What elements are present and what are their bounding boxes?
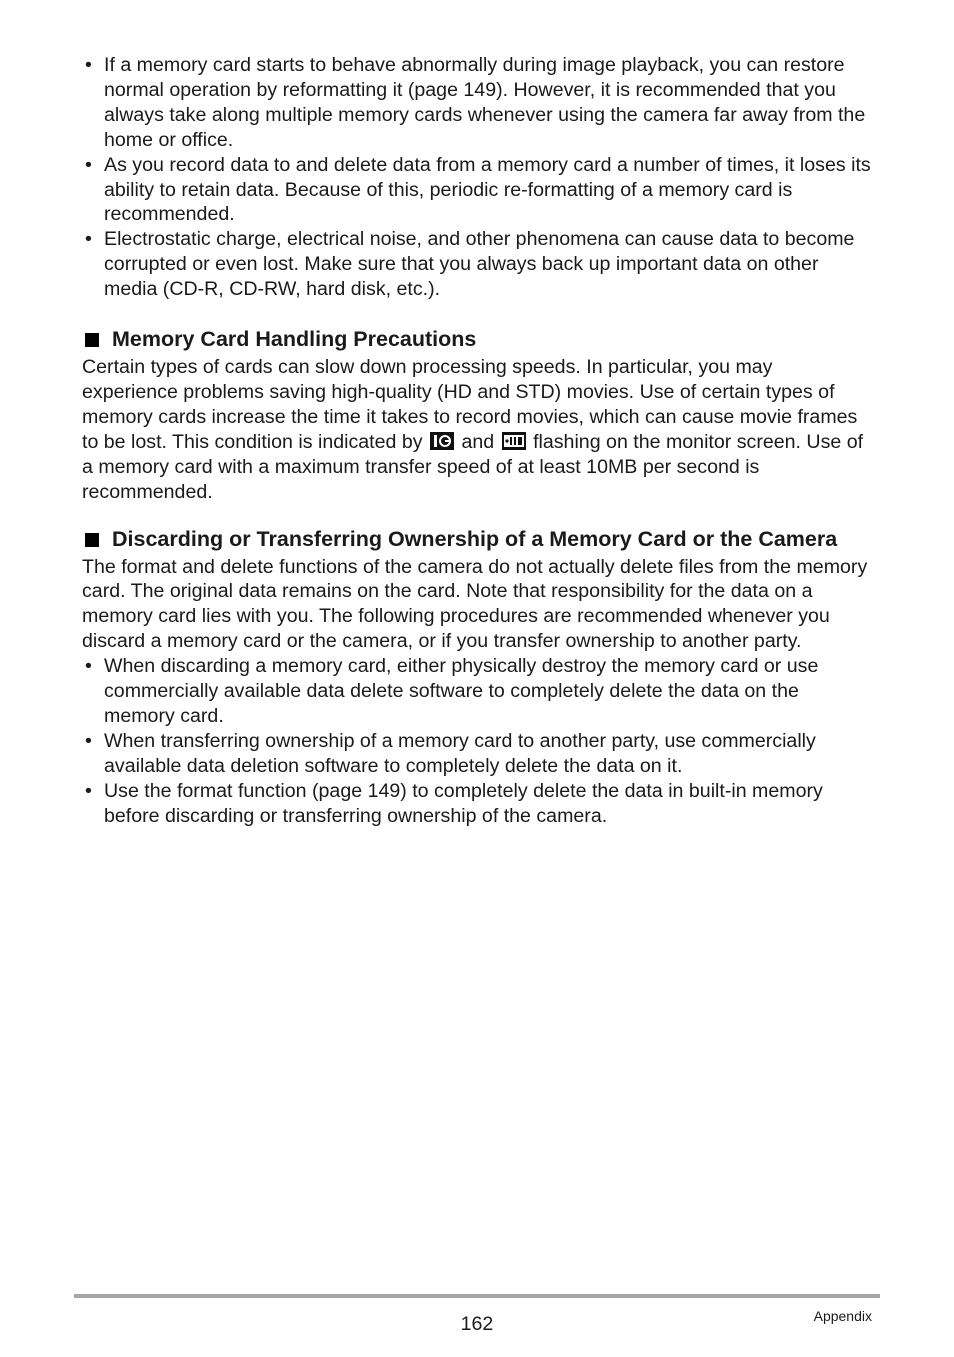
section-heading-text: Discarding or Transferring Ownership of a Memory Card or the Camera: [112, 526, 838, 551]
footer-section-label: Appendix: [813, 1308, 872, 1324]
footer-divider: [74, 1294, 880, 1298]
list-item: • As you record data to and delete data from a memory card a number of times, it loses its ability to retain data. Because of this, periodic re-formatting of a memory card is recommended.: [85, 153, 871, 226]
list-item: • Use the format function (page 149) to completely delete the data in built-in memory before discarding or transferring ownership of the camera.: [85, 779, 823, 827]
list-item-text: When discarding a memory card, either physically destroy the memory card or use commercially available data delete software to completely delete the data on the memory card.: [104, 655, 819, 727]
list-item-text: As you record data to and delete data from a memory card a number of times, it loses its ability to retain data. Because of this, periodic re-formatting of a memory card is recommended.: [104, 153, 871, 226]
section-paragraph-handling: [82, 355, 872, 504]
list-item-text: If a memory card starts to behave abnormally during image playback, you can restore normal operation by reformatting it (page 149). However, it is recommended that you always take along multiple memory cards whenever using the camera far away from the home or office.: [104, 54, 866, 151]
section-heading-discarding: [82, 525, 872, 553]
paragraph-text: and: [461, 430, 495, 453]
section-heading-text: Memory Card Handling Precautions: [112, 327, 477, 352]
list-item: • Electrostatic charge, electrical noise, and other phenomena can cause data to become corrupted or even lost. Make sure that you always back up important data on other media (CD-R, CD-RW, hard disk, etc.).: [85, 228, 855, 301]
paragraph-text: flashing on the monitor screen. Use of a memory card with a maximum transfer speed of at least 10MB per second is recommended.: [82, 430, 864, 503]
page-content: [82, 53, 872, 828]
paragraph-text: Certain types of cards can slow down processing speeds. In particular, you may experience problems saving high-quality (HD and STD) movies. Use of certain types of memory cards increase the time it takes to record movies, which can cause movie frames to be lost. This condition is indicated by: [82, 356, 858, 453]
square-bullet-icon: [85, 533, 99, 547]
list-item: • If a memory card starts to behave abnormally during image playback, you can restore normal operation by reformatting it (page 149). However, it is recommended that you always take along multiple memory cards whenever using the camera far away from the home or office.: [85, 54, 866, 151]
list-item: • When transferring ownership of a memory card to another party, use commercially available data deletion software to completely delete the data on it.: [85, 729, 816, 777]
discarding-bullet-list: [82, 654, 872, 828]
section-heading-handling-precautions: [82, 325, 872, 353]
list-item: • When discarding a memory card, either physically destroy the memory card or use commercially available data delete software to completely delete the data on the memory card.: [85, 655, 819, 727]
list-item-text: Electrostatic charge, electrical noise, and other phenomena can cause data to become corrupted or even lost. Make sure that you always back up important data on other media (CD-R, CD-RW, hard disk, etc.).: [104, 228, 855, 301]
intro-bullet-list: [82, 53, 872, 302]
rec-icon: [502, 432, 526, 450]
section-paragraph-discarding: The format and delete functions of the camera do not actually delete files from the memory card. The original data remains on the card. Note that responsibility for the data on a memory card lies with you. The following procedures are recommended whenever you discard a memory card or the camera, or if you transfer ownership to another party.: [82, 555, 868, 653]
list-item-text: Use the format function (page 149) to completely delete the data in built-in memory before discarding or transferring ownership of the camera.: [104, 779, 823, 827]
page-number: 162: [460, 1313, 494, 1335]
movie-buffer-icon: [430, 432, 454, 450]
square-bullet-icon: [85, 333, 99, 347]
list-item-text: When transferring ownership of a memory card to another party, use commercially available data deletion software to completely delete the data on it.: [104, 729, 816, 777]
